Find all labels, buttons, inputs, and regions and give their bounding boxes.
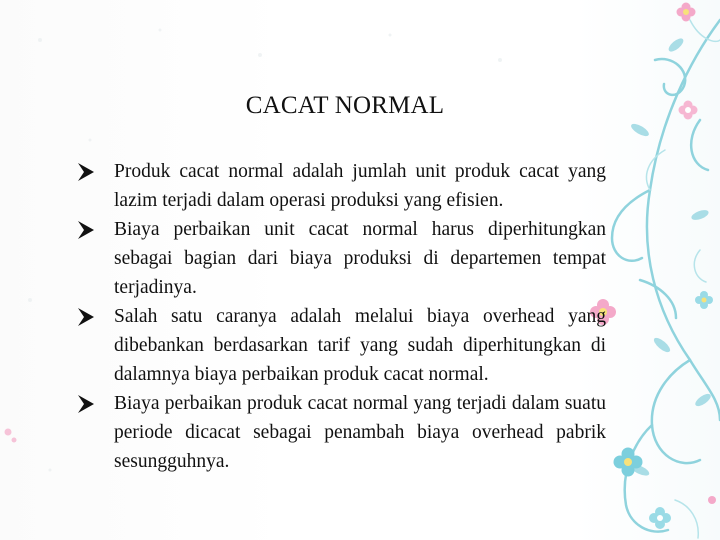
bullet-item <box>76 215 606 302</box>
arrowhead-bullet-icon <box>76 307 96 327</box>
bullet-text: Produk cacat normal adalah jumlah unit produk cacat yang lazim terjadi dalam operasi produksi yang efisien. <box>114 161 606 211</box>
bullet-text: Biaya perbaikan unit cacat normal harus diperhitungkan sebagai bagian dari biaya produksi di departemen tempat terjadinya. <box>114 219 606 298</box>
slide-title: CACAT NORMAL <box>245 92 445 119</box>
arrowhead-bullet-icon <box>76 220 96 240</box>
bullet-text: Salah satu caranya adalah melalui biaya overhead yang dibebankan berdasarkan tarif yang sudah diperhitungkan di dalamnya biaya perbaikan produk cacat normal. <box>114 306 606 385</box>
bullet-item <box>76 157 606 215</box>
arrowhead-bullet-icon <box>76 162 96 182</box>
bullet-item <box>76 302 606 389</box>
arrowhead-bullet-icon <box>76 394 96 414</box>
bullet-text: Biaya perbaikan produk cacat normal yang terjadi dalam suatu periode dicacat sebagai penambah biaya overhead pabrik sesungguhnya. <box>114 393 606 472</box>
bullet-item <box>76 389 606 476</box>
bullet-list <box>76 157 606 476</box>
